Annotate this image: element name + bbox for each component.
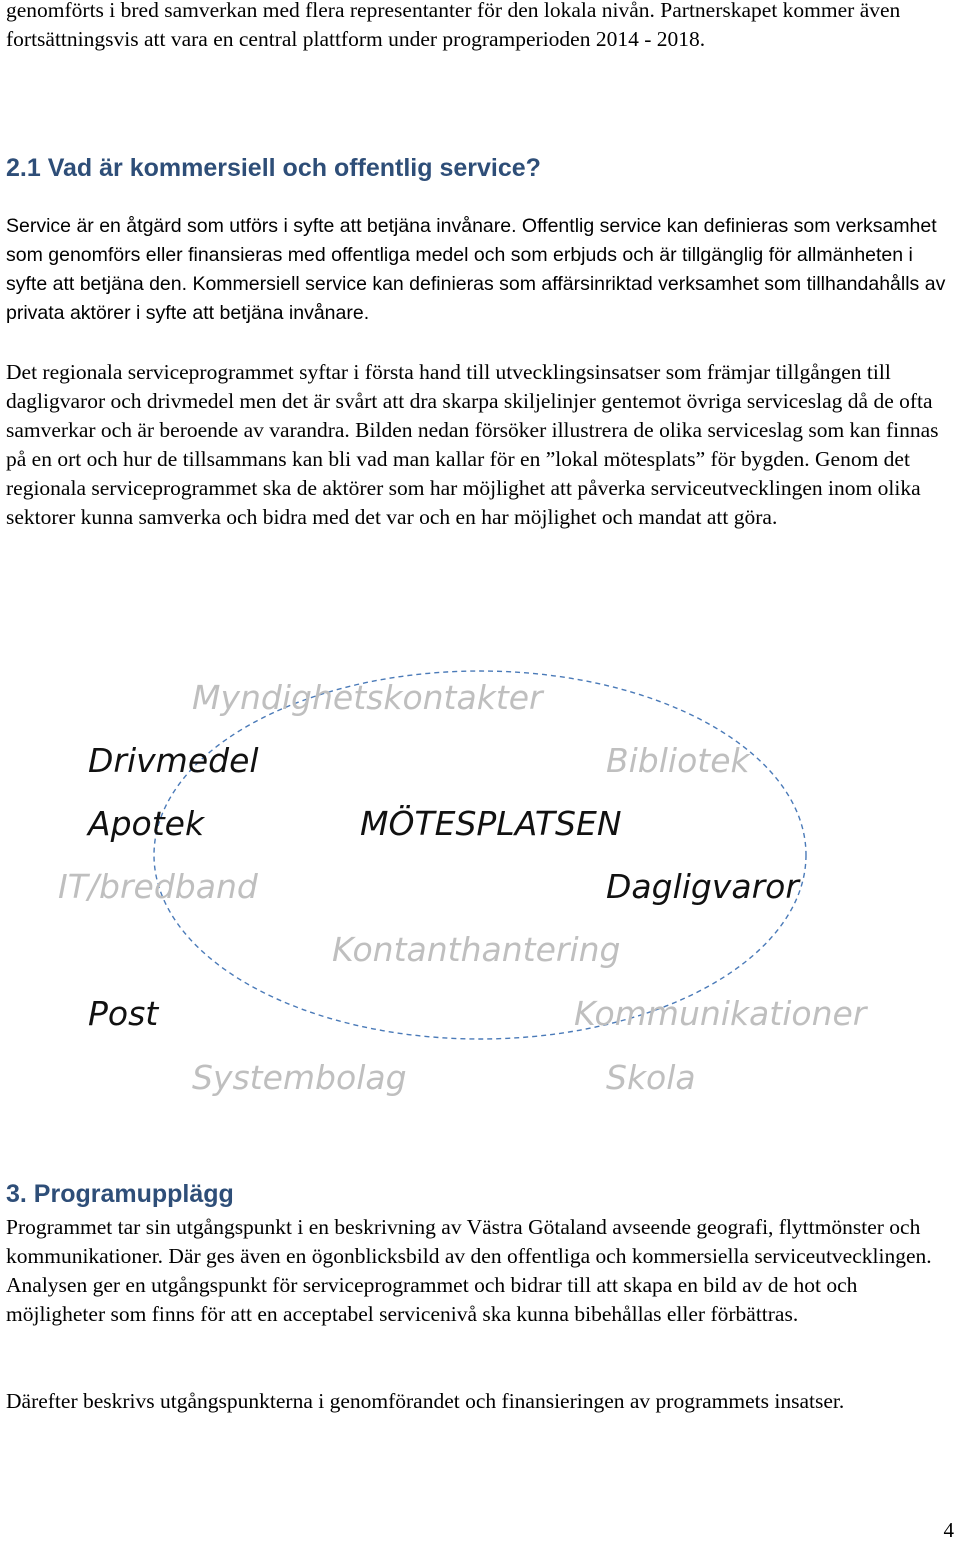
label-skola: Skola (606, 1058, 696, 1097)
label-drivmedel: Drivmedel (88, 741, 259, 780)
label-dagligvaror: Dagligvaror (606, 867, 799, 906)
intro-paragraph: genomförts i bred samverkan med flera representanter för den lokala nivån. Partnerskapet kommer även fortsättningsvis att vara en central plattform under programperioden 2014 - 2018. (6, 0, 901, 51)
service-definition-paragraph: Service är en åtgärd som utförs i syfte att betjäna invånare. Offentlig service kan definieras som verksamhet som genomförs eller finansieras med offentliga medel och som erbjuds och är tillgänglig för allmänheten i syfte att betjäna den. Kommersiell service kan definieras som affärsinriktad verksamhet som tillhandahålls av privata aktörer i syfte att betjäna invånare. (6, 215, 946, 324)
label-apotek: Apotek (88, 804, 205, 843)
label-kontanthantering: Kontanthantering (332, 930, 621, 969)
page-number: 4 (943, 1518, 954, 1542)
label-post: Post (88, 994, 159, 1033)
section-heading-2-1: 2.1 Vad är kommersiell och offentlig service? (6, 154, 541, 182)
label-motesplatsen: MÖTESPLATSEN (360, 804, 622, 843)
program-followup-paragraph: Därefter beskrivs utgångspunkterna i genomförandet och finansieringen av programmets insatser. (6, 1389, 845, 1413)
dashed-ellipse (154, 671, 806, 1039)
label-kommunikationer: Kommunikationer (574, 994, 867, 1033)
label-bibliotek: Bibliotek (606, 741, 750, 780)
program-layout-paragraph: Programmet tar sin utgångspunkt i en beskrivning av Västra Götaland avseende geografi, flyttmönster och kommunikationer. Där ges även en ögonblicksbild av den offentliga och kommersiella serviceutvecklingen. Analysen ger en utgångspunkt för serviceprogrammet och bidrar till att skapa en bild av de hot och möjligheter som finns för att en acceptabel servicenivå ska kunna bibehållas eller förbättras. (6, 1215, 932, 1326)
label-systembolag: Systembolag (192, 1058, 407, 1097)
section-heading-3: 3. Programupplägg (6, 1180, 234, 1208)
meeting-place-diagram (0, 640, 960, 1140)
label-myndighetskontakter: Myndighetskontakter (192, 678, 543, 717)
service-program-paragraph: Det regionala serviceprogrammet syftar i första hand till utvecklingsinsatser som främjar tillgången till dagligvaror och drivmedel men det är svårt att dra skarpa skiljelinjer gentemot övriga serviceslag då de ofta samverkar och är beroende av varandra. Bilden nedan försöker illustrera de olika serviceslag som kan finnas på en ort och hur de tillsammans kan bli vad man kallar för en ”lokal mötesplats” för bygden. Genom det regionala serviceprogrammet ska de aktörer som har möjlighet att påverka serviceutvecklingen inom olika sektorer kunna samverka och bidra med det var och en har möjlighet och mandat att göra. (6, 360, 939, 529)
label-it-bredband: IT/bredband (58, 867, 258, 906)
